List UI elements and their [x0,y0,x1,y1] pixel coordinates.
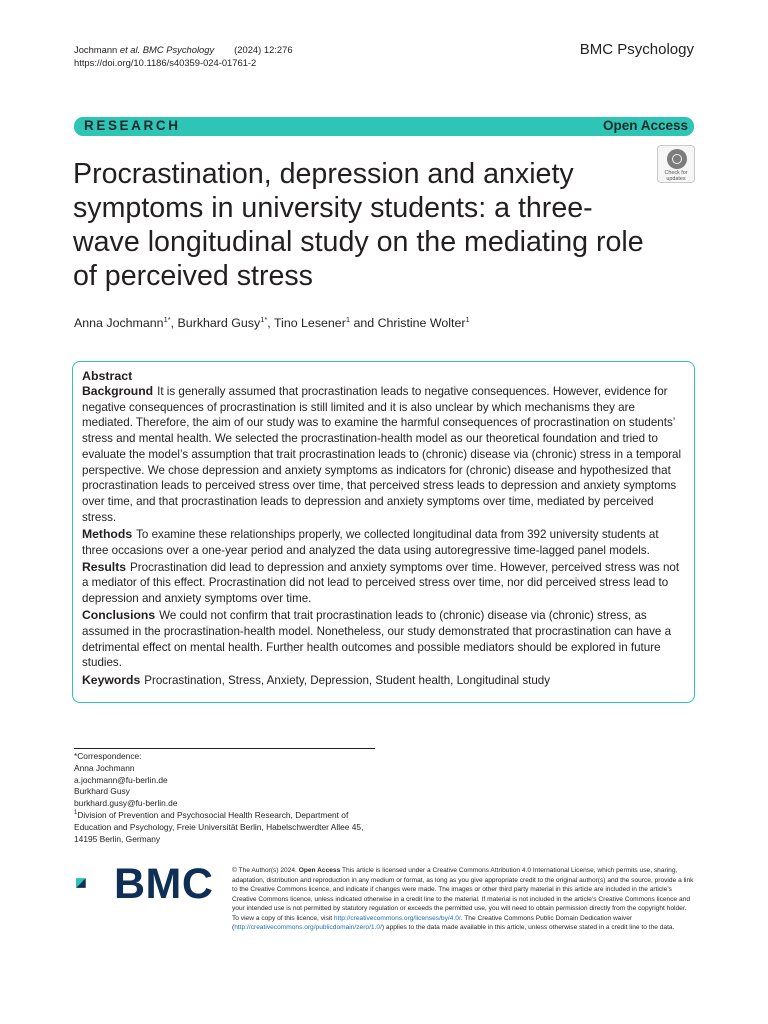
article-title: Procrastination, depression and anxiety symptoms in university students: a three-wave longitudinal study on the mediating role of perceived stress [73,158,644,292]
affiliation-mark: 1 [74,810,78,817]
doi-link[interactable]: https://doi.org/10.1186/s40359-024-01761-2 [74,57,257,68]
author-affiliation-mark: 1* [163,314,171,324]
citation-line [74,43,293,56]
section-text: To examine these relationships properly, we collected longitudinal data from 392 university students at three occasions over a one-year period and analyzed the data using autoregressive time-lagged panel models. [82,527,659,557]
open-access-label: Open Access [602,118,688,133]
license-body: ) applies to the data made available in this article, unless otherwise stated in a credit line to the data. [381,924,675,931]
bmc-logo-mark-icon [76,866,110,900]
section-label: Methods [82,526,133,541]
author-affiliation-mark: 1 [345,314,350,324]
license-cc0-link[interactable]: http://creativecommons.org/publicdomain/zero/1.0/ [234,924,382,931]
author-name[interactable]: Anna Jochmann [74,316,164,330]
abstract-methods [82,527,684,558]
correspondence-email[interactable]: burkhard.gusy@fu-berlin.de [74,798,178,809]
header-et-al: et al. BMC Psychology [119,44,215,55]
section-text: We could not confirm that trait procrastination leads to (chronic) disease via (chronic) stress, as assumed in the procrastination-health model. Nonetheless, our study demonstrated that procrastination can have a detrimental effect on mental health. Further health outcomes and possible mediators should be explored in future studies. [82,609,672,670]
abstract-conclusions [82,608,684,671]
abstract-keywords [82,673,684,689]
check-updates-line1: Check for [664,170,688,176]
section-text: Procrastination, Stress, Anxiety, Depression, Student health, Longitudinal study [144,673,551,687]
abstract-box [72,361,695,703]
section-label: Background [82,384,154,398]
license-cc-by-link[interactable]: http://creativecommons.org/licenses/by/4.0/ [333,914,461,922]
section-text: Procrastination did lead to depression and anxiety symptoms over time. However, perceived stress was not a mediator of this effect. Procrastination did not lead to perceived stress over time, nor did perceived stress lead to depression and anxiety symptoms over time. [82,560,680,606]
author-affiliation-mark: 1* [260,314,268,324]
author-name[interactable]: Christine Wolter [377,316,466,330]
author-name[interactable]: Tino Lesener [273,316,346,330]
correspondence-name: Anna Jochmann [74,762,135,773]
copyright-text: © The Author(s) 2024. [232,867,297,874]
section-banner [74,117,694,136]
check-for-updates-badge[interactable] [657,145,695,183]
section-label: Results [82,559,127,574]
check-updates-text [658,170,694,182]
author-affiliation-mark: 1 [465,314,470,324]
correspondence-name: Burkhard Gusy [74,786,130,797]
header-year-volume: (2024) 12:276 [234,44,293,55]
abstract-heading: Abstract [82,369,133,383]
correspondence-heading: *Correspondence: [74,751,142,761]
footnote-divider [74,748,375,749]
license-body: This article is licensed under a Creative Commons Attribution 4.0 International License, which permits use, sharing, adaptation, distribution and reproduction in any medium or format, as long as you give appropriate credit to the original author(s) and the source, provide a link to the Creative Commons licence, and indicate if changes were made. The images or other third party material in this article are included in the article’s Creative Commons licence, unless indicated otherwise in a credit line to the material. If material is not included in the article’s Creative Commons licence and your intended use is not permitted by statutory regulation or exceeds the permitted use, you will need to obtain permission directly from the copyright holder. To view a copy of this licence, visit [232,867,694,922]
affiliation [74,810,374,845]
section-label: Keywords [82,672,141,687]
correspondence-email[interactable]: a.jochmann@fu-berlin.de [74,774,168,785]
running-header [74,43,293,69]
check-updates-line2: updates [666,176,686,182]
affiliation-text: Division of Prevention and Psychosocial Health Research, Department of Education and Psychology, Freie Universität Berlin, Habelschwerdter Allee 45, 14195 Berlin, Germany [74,809,364,844]
license-statement [232,866,694,933]
author-list [74,316,470,330]
update-check-icon [667,149,687,169]
author-separator: , [170,316,178,330]
license-body: . The Creative Commons Public Domain Dedication waiver ( [232,914,633,931]
publisher-logo: BMC [114,860,214,908]
correspondence-block [74,751,374,845]
abstract-background [82,384,684,525]
section-label: Conclusions [82,608,156,623]
license-open-access-label: Open Access [298,867,341,874]
section-text: It is generally assumed that procrastination leads to negative consequences. However, evidence for negative consequences of procrastination is still limited and it is also unclear by which mechanisms they are mediated. Therefore, the aim of our study was to examine the harmful consequences of procrastination on students’ stress and mental health. We selected the procrastination-health model as our theoretical foundation and tried to evaluate the model’s assumption that trait procrastination leads to (chronic) disease via (chronic) stress in a temporal perspective. We chose depression and anxiety symptoms as indicators for (chronic) disease and hypothesized that procrastination leads to perceived stress over time, that perceived stress leads to depression and anxiety symptoms over time, and that procrastination leads to depression and anxiety symptoms over time, mediated by perceived stress. [82,385,682,524]
author-separator: and [350,316,378,330]
abstract-results [82,560,684,607]
header-authors: Jochmann [74,44,120,55]
section-label: RESEARCH [84,118,181,133]
journal-name: BMC Psychology [579,41,694,58]
author-name[interactable]: Burkhard Gusy [177,316,261,330]
author-separator: , [267,316,274,330]
